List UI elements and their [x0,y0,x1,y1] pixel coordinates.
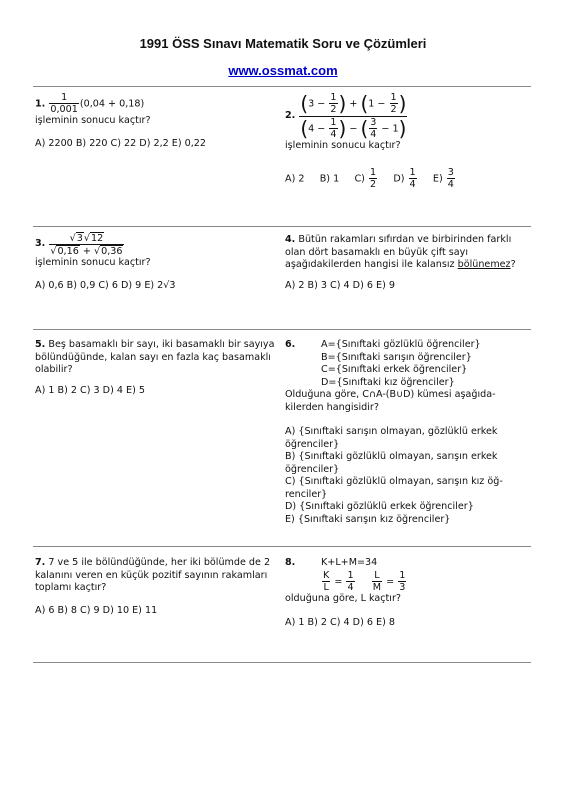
question-text: işleminin sonucu kaçtır? [285,140,401,151]
divider [33,329,531,330]
divider [33,86,531,87]
question-number: 1. [35,98,46,110]
divider [33,546,531,547]
question-text: Beş basamaklı bir sayı, iki basamaklı bir sayıya bölündüğünde, kalan sayı en fazla kaç basamaklı olabilir? [35,339,275,375]
answer-option: A) {Sınıftaki sarışın olmayan, gözlüklü erkek öğrenciler} [285,426,498,450]
answer-choices: A) 1 B) 2 C) 3 D) 4 E) 5 [35,384,145,396]
set-definition: C={Sınıftaki erkek öğrenciler} [321,364,468,375]
answer-choices: A) 2 B) 3 C) 4 D) 6 E) 9 [285,279,395,291]
set-definition: D={Sınıftaki kız öğrenciler} [321,376,455,388]
answer-choices: A) 1 B) 2 C) 4 D) 6 E) 8 [285,617,395,628]
question-3 [35,232,275,292]
radical-fraction: $\frac{√3√12}{√0,16 + √0,36}$ [50,233,123,257]
question-4: 4. Bütün rakamları sıfırdan ve birbirinden farklı olan dört basamaklı en büyük çift sayı aşağıdakilerden hangisi ile kalansız bölünemez? A) 2 B) 3 C) 4 D) 6 E) 9 [285,234,527,292]
page-title: 1991 ÖSS Sınavı Matematik Soru ve Çözümleri [139,36,427,51]
underlined-word: bölünemez [457,259,511,270]
website-link[interactable]: www.ossmat.com [228,63,338,78]
expression: (0,04 + 0,18) [79,98,145,110]
answer-choices: A) 0,6 B) 0,9 C) 6 D) 9 E) 2√3 [35,279,176,291]
question-text: işleminin sonucu kaçtır? [35,115,151,126]
ratio-equations: $\frac{K}{L}$ = $\frac{1}{4}$ $\frac{L}{M}$ = $\frac{1}{3}$ [323,569,406,593]
question-number: 8. [285,557,296,568]
compound-fraction: (3 − $\frac{1}{2}$ ) + (1 − $\frac{1}{2}$ ) (4 − $\frac{1}{4}$ ) − ( $\frac{3}{4}$ − 1) [300,91,407,140]
set-definition: A={Sınıftaki gözlüklü öğrenciler} [321,339,481,350]
answer-choices: A) 6 B) 8 C) 9 D) 10 E) 11 [35,604,158,616]
question-2 [285,92,530,190]
question-text: 7 ve 5 ile bölündüğünde, her iki bölümde de 2 kalanını veren en küçük pozitif sayının rakamları toplamı kaçtır? [35,557,271,593]
answer-choices: A) 2 B) 1 C) $\frac{1}{2}$ D) $\frac{1}{4}$ E) $\frac{3}{4}$ [285,166,454,190]
question-6 [285,339,527,526]
divider [33,226,531,227]
question-text: Olduğuna göre, C∩A-(B∪D) kümesi aşağıda-kilerden hangisidir? [285,389,496,413]
fraction: $\frac{1}{0,001}$ [50,92,78,115]
question-text: Bütün rakamları sıfırdan ve birbirinden farklı olan dört basamaklı en büyük çift sayı aşağıdakilerden hangisi ile kalansız [285,234,512,270]
question-1 [35,92,275,150]
question-number: 7. [35,557,46,568]
question-5 [35,339,275,397]
question-number: 2. [285,109,296,121]
question-number: 6. [285,339,296,350]
equation: K+L+M=34 [321,557,378,568]
answer-option: C) {Sınıftaki gözlüklü olmayan, sarışın kız öğ-renciler} [285,476,503,500]
question-text: olduğuna göre, L kaçtır? [285,592,401,604]
answer-choices: A) 2200 B) 220 C) 22 D) 2,2 E) 0,22 [35,137,207,149]
answer-option: B) {Sınıftaki gözlüklü olmayan, sarışın erkek öğrenciler} [285,451,498,475]
question-number: 4. [285,234,296,245]
divider [33,662,531,663]
answer-option: D) {Sınıftaki gözlüklü erkek öğrenciler} [285,501,474,512]
question-7 [35,557,275,617]
question-number: 3. [35,238,46,250]
answer-option: E) {Sınıftaki sarışın kız öğrenciler} [285,513,451,525]
set-definition: B={Sınıftaki sarışın öğrenciler} [321,351,472,363]
question-text: işleminin sonucu kaçtır? [35,257,151,268]
question-8 [285,557,527,630]
question-number: 5. [35,339,46,350]
